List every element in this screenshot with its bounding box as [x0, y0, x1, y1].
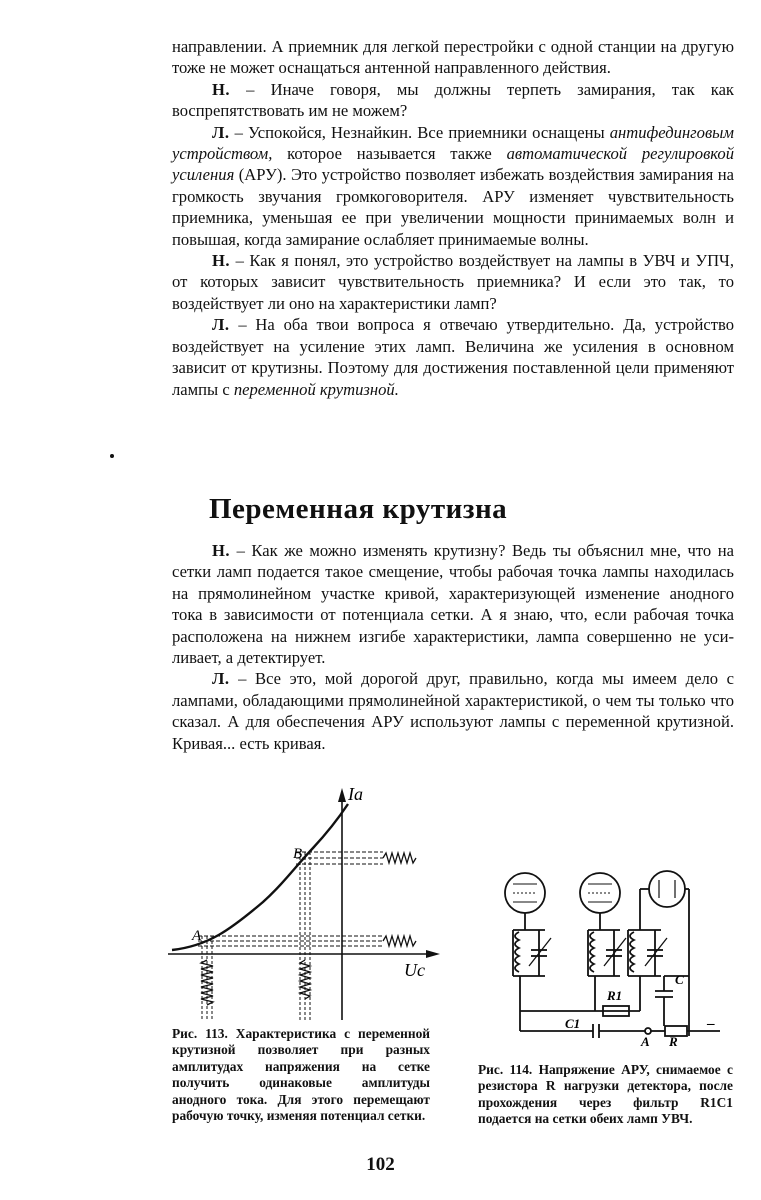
point-b-label: B: [293, 846, 303, 862]
paragraph: Л. – Успокойся, Незнайкин. Все приемники оснащены антифединговым устройством, которое называется также автоматической регулировкой усиления (АРУ). Это устройство позволяет избежать воздействия замирания на громкость звучания громкоговорителя. АРУ изменяет чувствительность приемника, уменьшая ее при увеличении мощности принимаемых волн и повышая, когда замирание ослабляет принимаемые волны.: [172, 122, 734, 249]
label-r: R: [669, 1034, 678, 1046]
figure-113-caption: Рис. 113. Характеристика с переменной крутизной позволяет при разных амплитудах напряжения на сетке получить одинаковые амплитуды анодного тока. Для этого перемещают рабочую точку, изменяя потенциал сетки.: [172, 1026, 430, 1124]
margin-speck: [110, 454, 114, 458]
point-a-label: A: [192, 928, 202, 944]
paragraph: Н. – Как я понял, это устройство воздействует на лампы в УВЧ и УПЧ, от которых зависит чувствительность приемника? И если это так, то воздействует ли оно на характеристики ламп?: [172, 251, 734, 313]
paragraph: Л. – На оба твои вопроса я отвечаю утвердительно. Да, устройство воздействует на усиление этих ламп. Величина же усиления в основном зависит от крутизны. Поэтому для достижения поставленной цели применяют лампы с переменной крутизной.: [172, 315, 734, 399]
page-number: 102: [366, 1154, 395, 1175]
text-block-section: [172, 540, 734, 754]
section-heading: Переменная крутизна: [209, 493, 508, 525]
x-axis-arrow: [426, 950, 440, 958]
text-block-top: [172, 36, 734, 400]
tube-3: [649, 871, 685, 907]
label-minus: –: [707, 1016, 715, 1032]
output-wave-a: [383, 936, 416, 946]
figure-114-diagram: [495, 866, 735, 1046]
paragraph: Н. – Как же можно изменять крутизну? Ведь ты объяснил мне, что на сетки ламп подается такое смещение, чтобы рабочая точка лампы находилась на прямолинейном участке кривой, характеризующей изменение анодного тока в зависимости от потенциала сетки. А я знаю, что, если рабочая точка расположена на нижнем изгибе характеристики, лампа совершенно не усиливает, а детектирует.: [172, 541, 734, 668]
figure-114-caption: Рис. 114. Напряжение АРУ, снимаемое с резистора R нагрузки детектора, после прохождения через фильтр R1C1 подается на сетки обеих ламп УВЧ.: [478, 1062, 733, 1127]
figure-113-diagram: [168, 780, 448, 1025]
axis-x-label: Uс: [404, 960, 425, 980]
paragraph: Н. – Иначе говоря, мы должны терпеть замирания, так как воспрепятствовать им не можем?: [172, 79, 734, 121]
label-r1: R1: [607, 988, 623, 1003]
label-c: C: [675, 972, 684, 987]
paragraph: Л. – Все это, мой дорогой друг, правильно, когда мы имеем дело с лампами, обладающими прямолинейной характеристикой, о чем ты только что сказал. А для обеспечения АРУ используют лампы с переменной крутизной. Кривая... есть кривая.: [172, 669, 734, 753]
label-a: A: [641, 1034, 650, 1046]
axis-y-label: Iа: [348, 784, 363, 804]
label-c1: C1: [565, 1016, 581, 1031]
y-axis-arrow: [338, 788, 346, 802]
output-wave-b: [383, 853, 416, 863]
paragraph: направлении. А приемник для легкой перестройки с одной станции на другую тоже не может оснащаться антенной направленного действия.: [172, 37, 734, 78]
